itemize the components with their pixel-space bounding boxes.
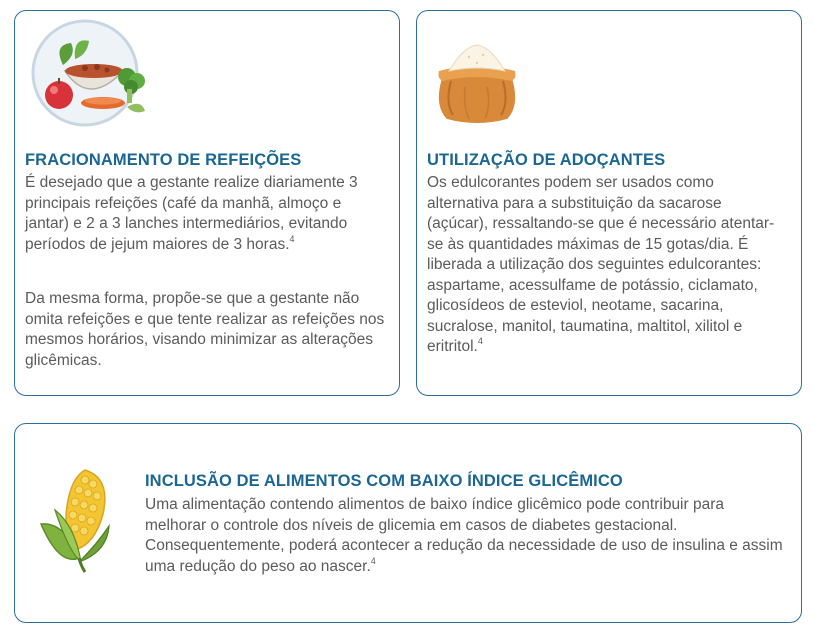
sweeteners-paragraph bbox=[427, 173, 787, 358]
low-glycemic-title: INCLUSÃO DE ALIMENTOS COM BAIXO ÍNDICE GLICÊMICO bbox=[145, 472, 623, 490]
reference-superscript: 4 bbox=[289, 233, 295, 244]
meal-fractioning-paragraph-1 bbox=[25, 173, 385, 255]
reference-superscript: 4 bbox=[370, 555, 376, 566]
meal-fractioning-paragraph-1-text: É desejado que a gestante realize diariamente 3 principais refeições (café da manhã, almoço e jantar) e 2 a 3 lanches intermediários, evitando períodos de jejum maiores de 3 horas. bbox=[25, 174, 358, 253]
low-glycemic-card bbox=[14, 423, 802, 623]
meal-fractioning-paragraph-2: Da mesma forma, propõe-se que a gestante não omita refeições e que tente realizar as refeições nos mesmos horários, visando minimizar as alterações glicêmicas. bbox=[25, 290, 385, 369]
food-plate-icon bbox=[23, 15, 157, 141]
corn-icon bbox=[35, 462, 123, 574]
flour-sack-icon bbox=[429, 35, 525, 125]
sweeteners-paragraph-text: Os edulcorantes podem ser usados como alternativa para a substituição da sacarose (açúcar), ressaltando-se que é necessário atentar-se às quantidades máximas de 15 gotas/dia. É liberada a utilização dos seguintes edulcorantes: aspartame, acessulfame de potássio, ciclamato, glicosídeos de esteviol, neotame, sacarina, sucralose, manitol, taumatina, maltitol, xilitol e eritritol. bbox=[427, 174, 775, 355]
sweeteners-card bbox=[416, 10, 802, 396]
sweeteners-title: UTILIZAÇÃO DE ADOÇANTES bbox=[427, 151, 666, 169]
low-glycemic-paragraph bbox=[145, 495, 785, 577]
meal-fractioning-title: FRACIONAMENTO DE REFEIÇÕES bbox=[25, 151, 302, 169]
low-glycemic-paragraph-text: Uma alimentação contendo alimentos de baixo índice glicêmico pode contribuir para melhorar o controle dos níveis de glicemia em casos de diabetes gestacional. Consequentemente, poderá acontecer a redução da necessidade de uso de insulina e assim uma redução do peso ao nascer. bbox=[145, 496, 783, 575]
meal-fractioning-card bbox=[14, 10, 400, 396]
reference-superscript: 4 bbox=[477, 336, 483, 346]
